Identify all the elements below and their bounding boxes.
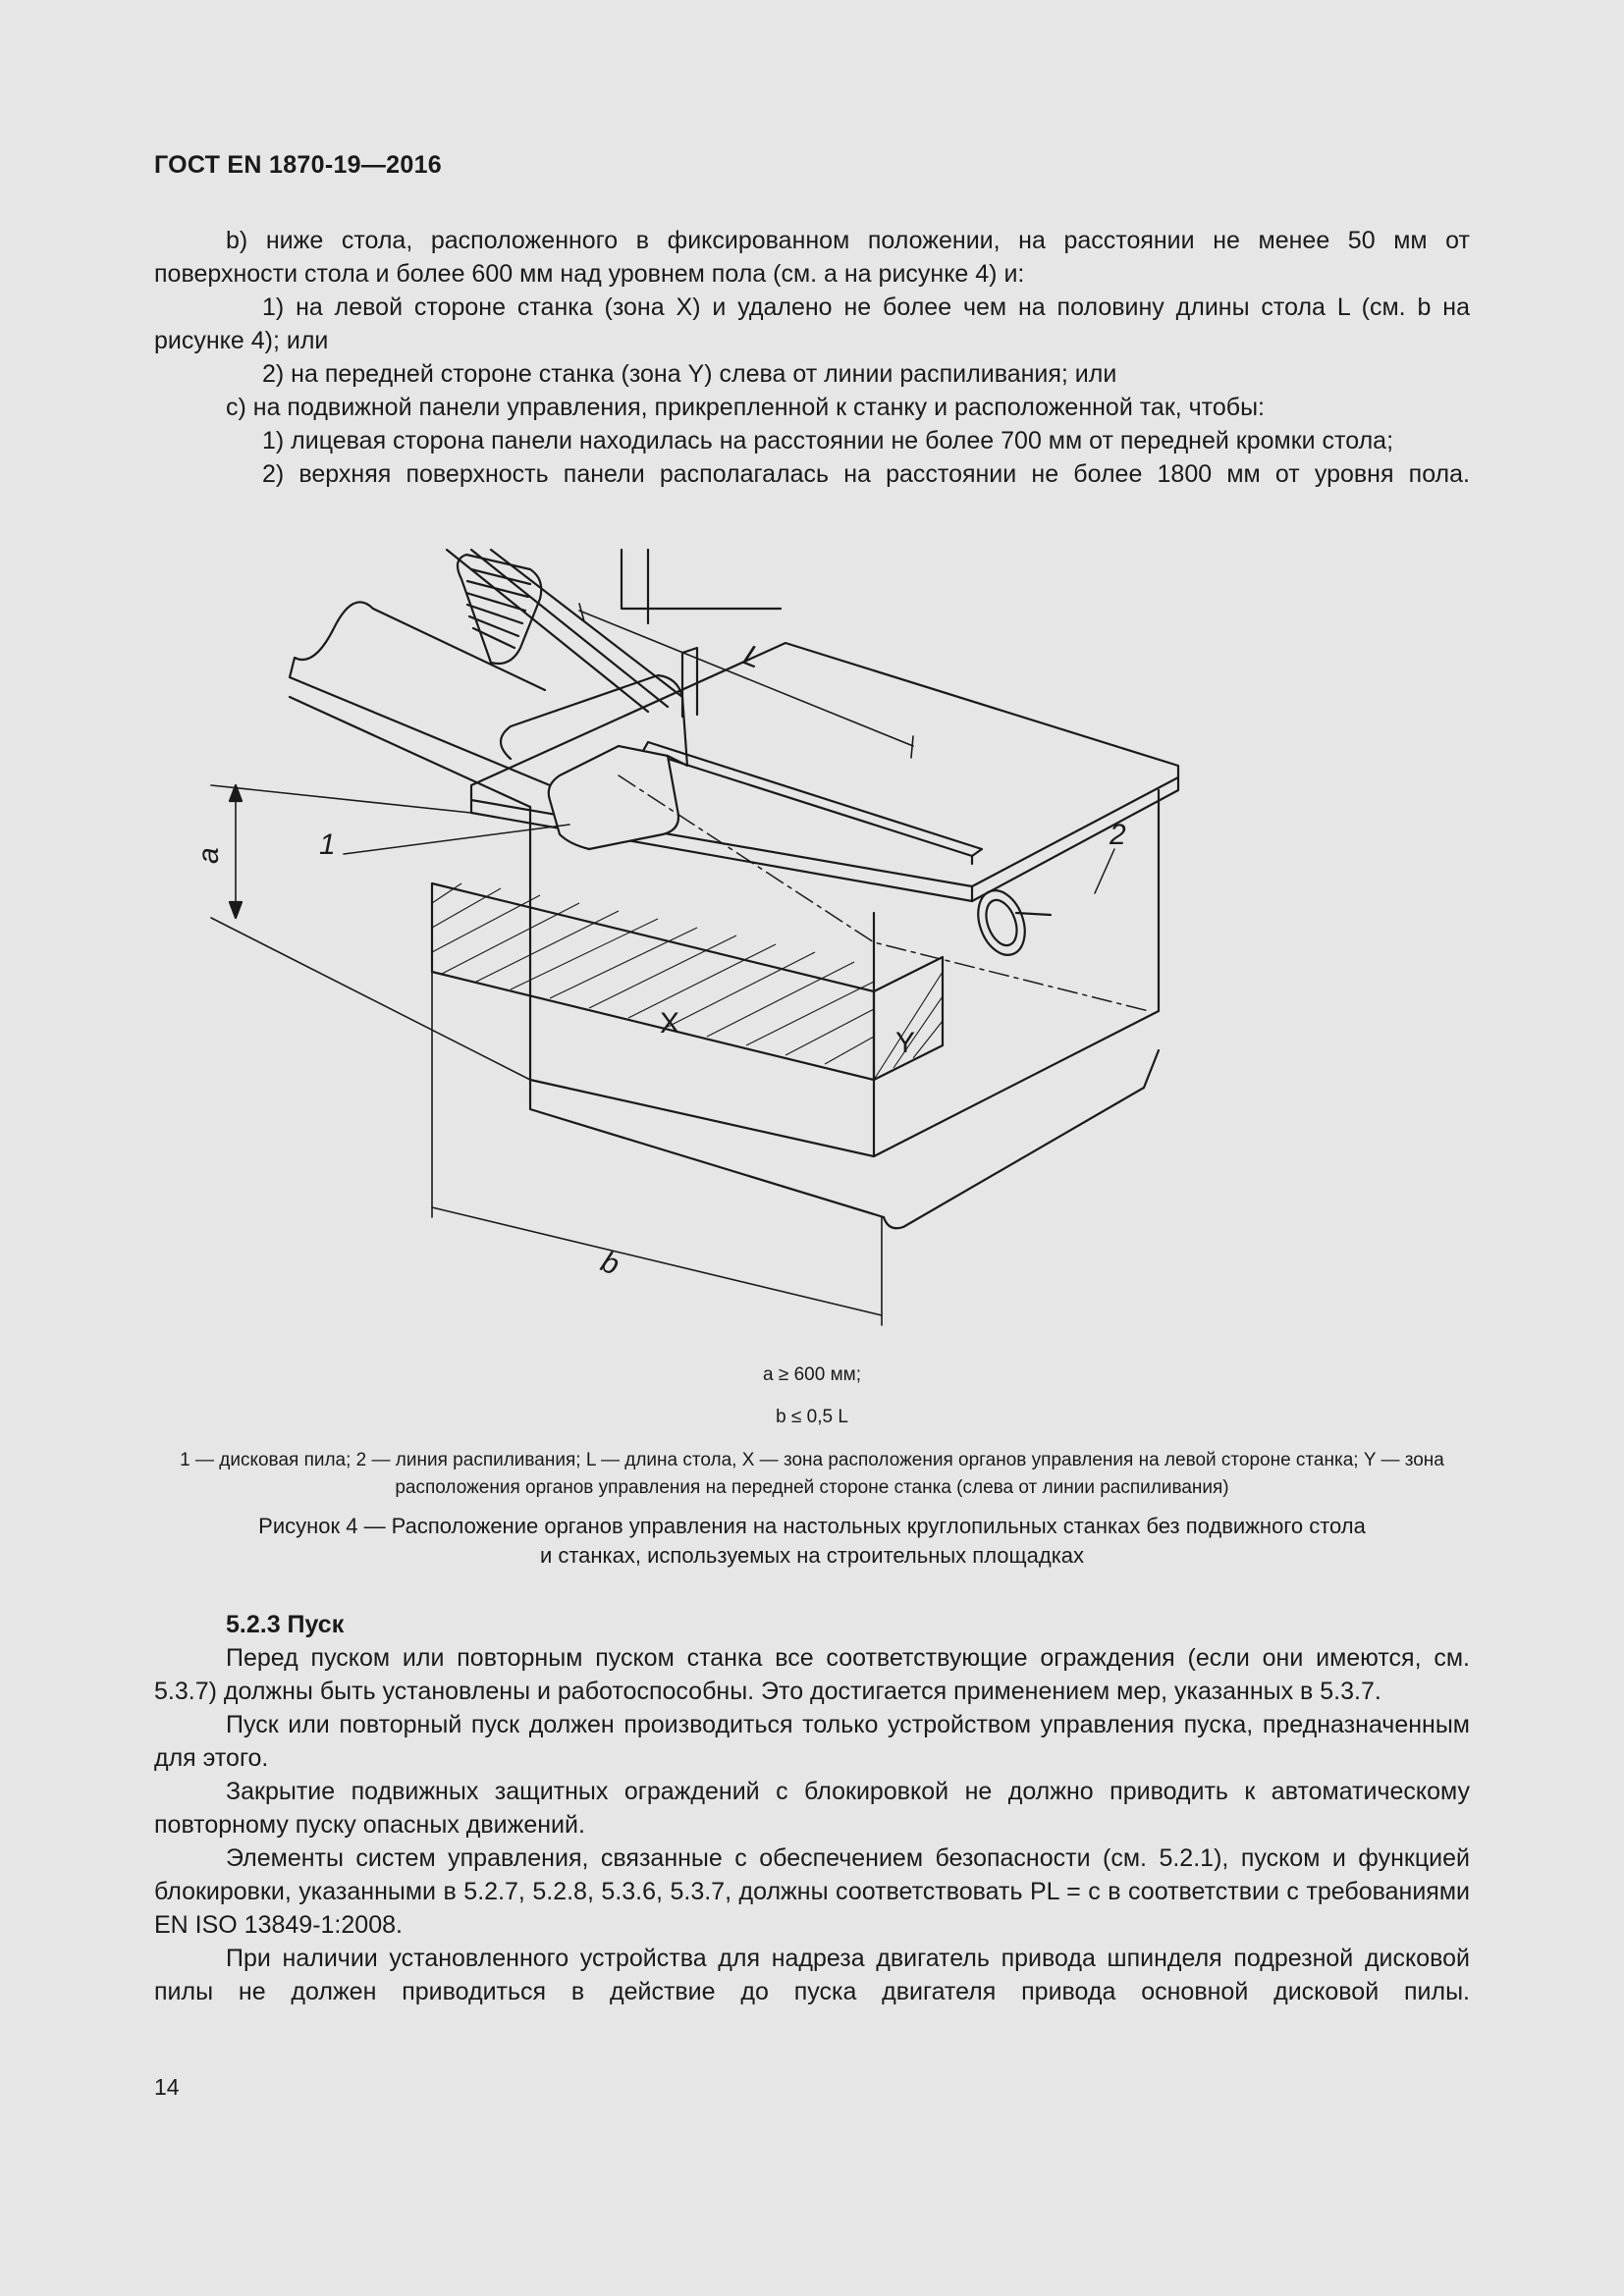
label-1: 1 [319,828,336,861]
section-5-2-3 [154,1608,1470,2008]
section-paragraph-5: При наличии установленного устройства для надреза двигатель привода шпинделя подрезной дисковой пилы не должен приводиться в действие до пуска двигателя привода основной дисковой пилы. [154,1945,1470,2005]
label-L: L [738,638,767,675]
requirements-text [154,224,1470,491]
document-header: ГОСТ EN 1870-19—2016 [154,151,442,179]
caption-line-1: Рисунок 4 — Расположение органов управления на настольных круглопильных станках без подвижного стола [258,1514,1366,1538]
label-X: X [660,1007,680,1040]
label-Y: Y [895,1027,916,1059]
caption-line-2: и станках, используемых на строительных площадках [539,1543,1085,1568]
section-title: 5.2.3 Пуск [226,1611,345,1638]
paragraph-b2: 2) на передней стороне станка (зона Y) слева от линии распиливания; или [262,360,1117,388]
label-2: 2 [1110,819,1126,851]
page-number: 14 [154,2074,180,2100]
formula-a-text: a ≥ 600 мм; [763,1364,861,1385]
section-paragraph-1: Перед пуском или повторным пуском станка все соответствующие ограждения (если они имеются, см. 5.3.7) должны быть установлены и работоспособны. Это достигается применением мер, указанных в 5.3.7. [154,1644,1470,1705]
paragraph-c2: 2) верхняя поверхность панели располагалась на расстоянии не более 1800 мм от уровня пола. [262,460,1470,488]
paragraph-b: b) ниже стола, расположенного в фиксированном положении, на расстоянии не менее 50 мм от поверхности стола и более 600 мм над уровнем пола (см. а на рисунке 4) и: [154,227,1470,288]
section-paragraph-2: Пуск или повторный пуск должен производиться только устройством управления пуска, предназначенным для этого. [154,1711,1470,1772]
figure-caption [154,1512,1470,1571]
paragraph-b1: 1) на левой стороне станка (зона X) и удалено не более чем на половину длины стола L (см. b на рисунке 4); или [154,294,1470,354]
formula-b-text: b ≤ 0,5 L [776,1407,848,1427]
section-paragraph-3: Закрытие подвижных защитных ограждений с блокировкой не должно приводить к автоматическому повторному пуску опасных движений. [154,1778,1470,1839]
figure-4-drawing [192,550,1276,1325]
figure-legend: 1 — дисковая пила; 2 — линия распиливания; L — длина стола, X — зона расположения органов управления на левой стороне станка; Y — зона расположения органов управления на передней стороне станка (слева от линии распиливания) [180,1450,1444,1498]
formula-a [0,1364,1624,1386]
paragraph-c: c) на подвижной панели управления, прикрепленной к станку и расположенной так, чтобы: [226,394,1265,421]
paragraph-c1: 1) лицевая сторона панели находилась на расстоянии не более 700 мм от передней кромки стола; [262,427,1394,454]
saw-table-diagram [192,550,1276,1325]
formula-b [0,1407,1624,1428]
section-paragraph-4: Элементы систем управления, связанные с обеспечением безопасности (см. 5.2.1), пуском и функцией блокировки, указанными в 5.2.7, 5.2.8, 5.3.6, 5.3.7, должны соответствовать PL = с в соответствии с требованиями EN ISO 13849-1:2008. [154,1844,1470,1939]
label-a: a [192,847,225,864]
label-b: b [596,1245,624,1282]
